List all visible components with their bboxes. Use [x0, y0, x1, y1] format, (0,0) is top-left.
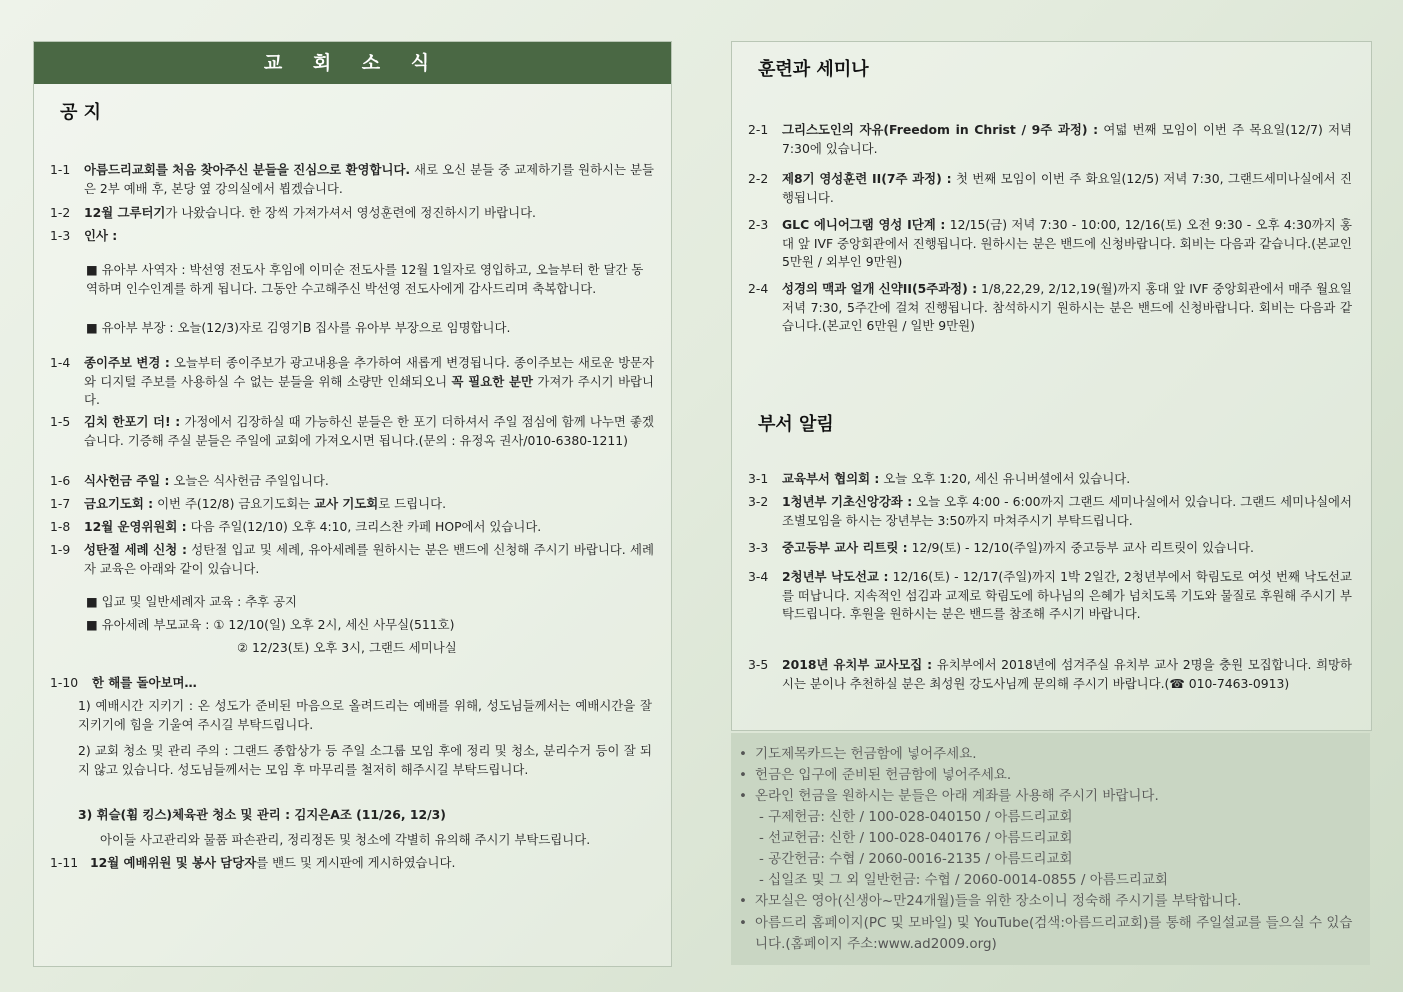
- notice-item: 1-9 성탄절 세례 신청 : 성탄절 입교 및 세례, 유아세례를 원하시는 분은 밴드에 신청해 주시기 바랍니다. 세례자 교육은 아래와 같이 있습니다.: [50, 542, 654, 576]
- baptism-bullet: ② 12/23(토) 오후 3시, 그랜드 세미나실: [237, 640, 457, 655]
- dept-item: 3-5 2018년 유치부 교사모집 : 유치부에서 2018년에 섬겨주실 유치부 교사 2명을 충원 모집합니다. 희망하시는 분이나 추천하실 분은 최성원 강도사님께 문의해 주시기 바랍니다.(☎ 010-7463-0913): [748, 657, 1352, 691]
- note-item: • 온라인 헌금을 원하시는 분들은 아래 계좌를 사용해 주시기 바랍니다.: [739, 788, 1159, 804]
- note-item: • 기도제목카드는 헌금함에 넣어주세요.: [739, 746, 977, 762]
- note-item: • 자모실은 영아(신생아~만24개월)들을 위한 장소이니 정숙해 주시기를 부탁합니다.: [739, 893, 1242, 909]
- church-news-banner: 교 회 소 식: [34, 42, 671, 84]
- baptism-bullet: ■ 유아세례 부모교육 : ① 12/10(일) 오후 2시, 세신 사무실(511호): [86, 617, 455, 632]
- reflect-item: 2) 교회 청소 및 관리 주의 : 그랜드 종합상가 등 주일 소그룹 모임 후에 정리 및 청소, 분리수거 등이 잘 되지 않고 있습니다. 성도님들께서는 모임 후 마무리를 철저히 해주시길 부탁드립니다.: [78, 743, 652, 777]
- account-line: - 구제헌금: 신한 / 100-028-040150 / 아름드리교회: [759, 809, 1073, 825]
- dept-item: 3-2 1청년부 기초신앙강좌 : 오늘 오후 4:00 - 6:00까지 그랜드 세미나실에서 있습니다. 그랜드 세미나실에서 조별모임을 하시는 장년부는 3:50까지 마쳐주시기 부탁드립니다.: [748, 494, 1352, 528]
- dept-item: 3-4 2청년부 낙도선교 : 12/16(토) - 12/17(주일)까지 1박 2일간, 2청년부에서 학림도로 여섯 번째 낙도선교를 떠납니다. 지속적인 섬김과 교제로 학림도에 하나님의 은혜가 넘치도록 기도와 물질로 후원해 주시기 부탁드립니다. 후원을 원하시는 분은 밴드를 참조해 주시기 바랍니다.: [748, 569, 1352, 621]
- notice-item: 1-4 종이주보 변경 : 오늘부터 종이주보가 광고내용을 추가하여 새롭게 변경됩니다. 종이주보는 새로운 방문자와 디지털 주보를 사용하실 수 없는 분들을 위해 소량만 인쇄되오니 꼭 필요한 분만 가져가 주시기 바랍니다.: [50, 355, 654, 407]
- baptism-bullet: ■ 입교 및 일반세례자 교육 : 추후 공지: [86, 594, 298, 609]
- reflect-item: 아이들 사고관리와 물품 파손관리, 정리정돈 및 청소에 각별히 유의해 주시기 부탁드립니다.: [100, 832, 591, 847]
- training-item: 2-4 성경의 맥과 얼개 신약II(5주과정) : 1/8,22,29, 2/12,19(월)까지 홍대 앞 IVF 중앙회관에서 매주 월요일 저녁 7:30, 5주간에 걸쳐 진행됩니다. 참석하시기 원하시는 분은 밴드에 신청바랍니다. 회비는 다음과 같습니다.(본교인 6만원 / 일반 9만원): [748, 281, 1352, 333]
- notice-item: 1-10 한 해를 돌아보며…: [50, 675, 197, 690]
- dept-item: 3-3 중고등부 교사 리트릿 : 12/9(토) - 12/10(주일)까지 중고등부 교사 리트릿이 있습니다.: [748, 540, 1254, 555]
- notice-item: 1-6 식사헌금 주일 : 오늘은 식사헌금 주일입니다.: [50, 473, 329, 488]
- training-panel: [731, 41, 1372, 731]
- notice-item: 1-7 금요기도회 : 이번 주(12/8) 금요기도회는 교사 기도회로 드립니다.: [50, 496, 447, 511]
- notice-item: 1-5 김치 한포기 더! : 가정에서 김장하실 때 가능하신 분들은 한 포기 더하셔서 주일 점심에 함께 나누면 좋겠습니다. 기증해 주실 분들은 주일에 교회에 가져오시면 됩니다.(문의 : 유정옥 권사/010-6380-1211): [50, 414, 654, 448]
- greet-bullet: ■ 유아부 사역자 : 박선영 전도사 후임에 이미순 전도사를 12월 1일자로 영입하고, 오늘부터 한 달간 동역하며 인수인계를 하게 됩니다. 그동안 수고해주신 박선영 전도사에게 감사드리며 축복합니다.: [86, 262, 644, 296]
- reflect-item: 3) 휘슬(휨 킹스)체육관 청소 및 관리 : 김지은A조 (11/26, 12/3): [78, 807, 446, 822]
- training-item: 2-1 그리스도인의 자유(Freedom in Christ / 9주 과정) : 여덟 번째 모임이 이번 주 목요일(12/7) 저녁 7:30에 있습니다.: [748, 122, 1353, 156]
- greet-bullet: ■ 유아부 부장 : 오늘(12/3)자로 김영기B 집사를 유아부 부장으로 임명합니다.: [86, 320, 511, 335]
- account-line: - 십일조 및 그 외 일반헌금: 수협 / 2060-0014-0855 / 아름드리교회: [759, 872, 1168, 888]
- notice-item: 1-1 아름드리교회를 처음 찾아주신 분들을 진심으로 환영합니다. 새로 오신 분들 중 교제하기를 원하시는 분들은 2부 예배 후, 본당 옆 강의실에서 뵙겠습니다.: [50, 162, 654, 196]
- training-item: 2-2 제8기 영성훈련 II(7주 과정) : 첫 번째 모임이 이번 주 화요일(12/5) 저녁 7:30, 그랜드세미나실에서 진행됩니다.: [748, 171, 1352, 205]
- notice-item: 1-3 인사 :: [50, 228, 118, 243]
- church-news-panel: [33, 41, 672, 967]
- training-item: 2-3 GLC 에니어그램 영성 I단계 : 12/15(금) 저녁 7:30 - 10:00, 12/16(토) 오전 9:30 - 오후 4:30까지 홍대 앞 IVF 중앙회관에서 진행됩니다. 원하시는 분은 밴드에 신청바랍니다. 회비는 다음과 같습니다.(본교인 5만원 / 외부인 9만원): [748, 217, 1352, 269]
- notice-item: 1-2 12월 그루터기가 나왔습니다. 한 장씩 가져가셔서 영성훈련에 정진하시기 바랍니다.: [50, 205, 536, 220]
- notice-heading: 공 지: [60, 102, 102, 123]
- reflect-item: 1) 예배시간 지키기 : 온 성도가 준비된 마음으로 올려드리는 예배를 위해, 성도님들께서는 예배시간을 잘 지키기에 힘을 기울여 주시길 부탁드립니다.: [78, 698, 652, 732]
- account-line: - 선교헌금: 신한 / 100-028-040176 / 아름드리교회: [759, 830, 1073, 846]
- dept-item: 3-1 교육부서 협의회 : 오늘 오후 1:20, 세신 유니버셜에서 있습니다.: [748, 471, 1131, 486]
- training-heading: 훈련과 세미나: [758, 59, 869, 80]
- note-item: • 헌금은 입구에 준비된 헌금함에 넣어주세요.: [739, 767, 1012, 783]
- dept-heading: 부서 알림: [758, 414, 834, 435]
- notice-item: 1-11 12월 예배위원 및 봉사 담당자를 밴드 및 게시판에 게시하였습니다.: [50, 855, 456, 870]
- offering-notes-box: [731, 733, 1370, 965]
- notice-item: 1-8 12월 운영위원회 : 다음 주일(12/10) 오후 4:10, 크리스찬 카페 HOP에서 있습니다.: [50, 519, 542, 534]
- account-line: - 공간헌금: 수협 / 2060-0016-2135 / 아름드리교회: [759, 851, 1073, 867]
- note-item: • 아름드리 홈페이지(PC 및 모바일) 및 YouTube(검색:아름드리교회)를 통해 주일설교를 들으실 수 있습니다.(홈페이지 주소:www.ad2009.org): [739, 915, 1353, 952]
